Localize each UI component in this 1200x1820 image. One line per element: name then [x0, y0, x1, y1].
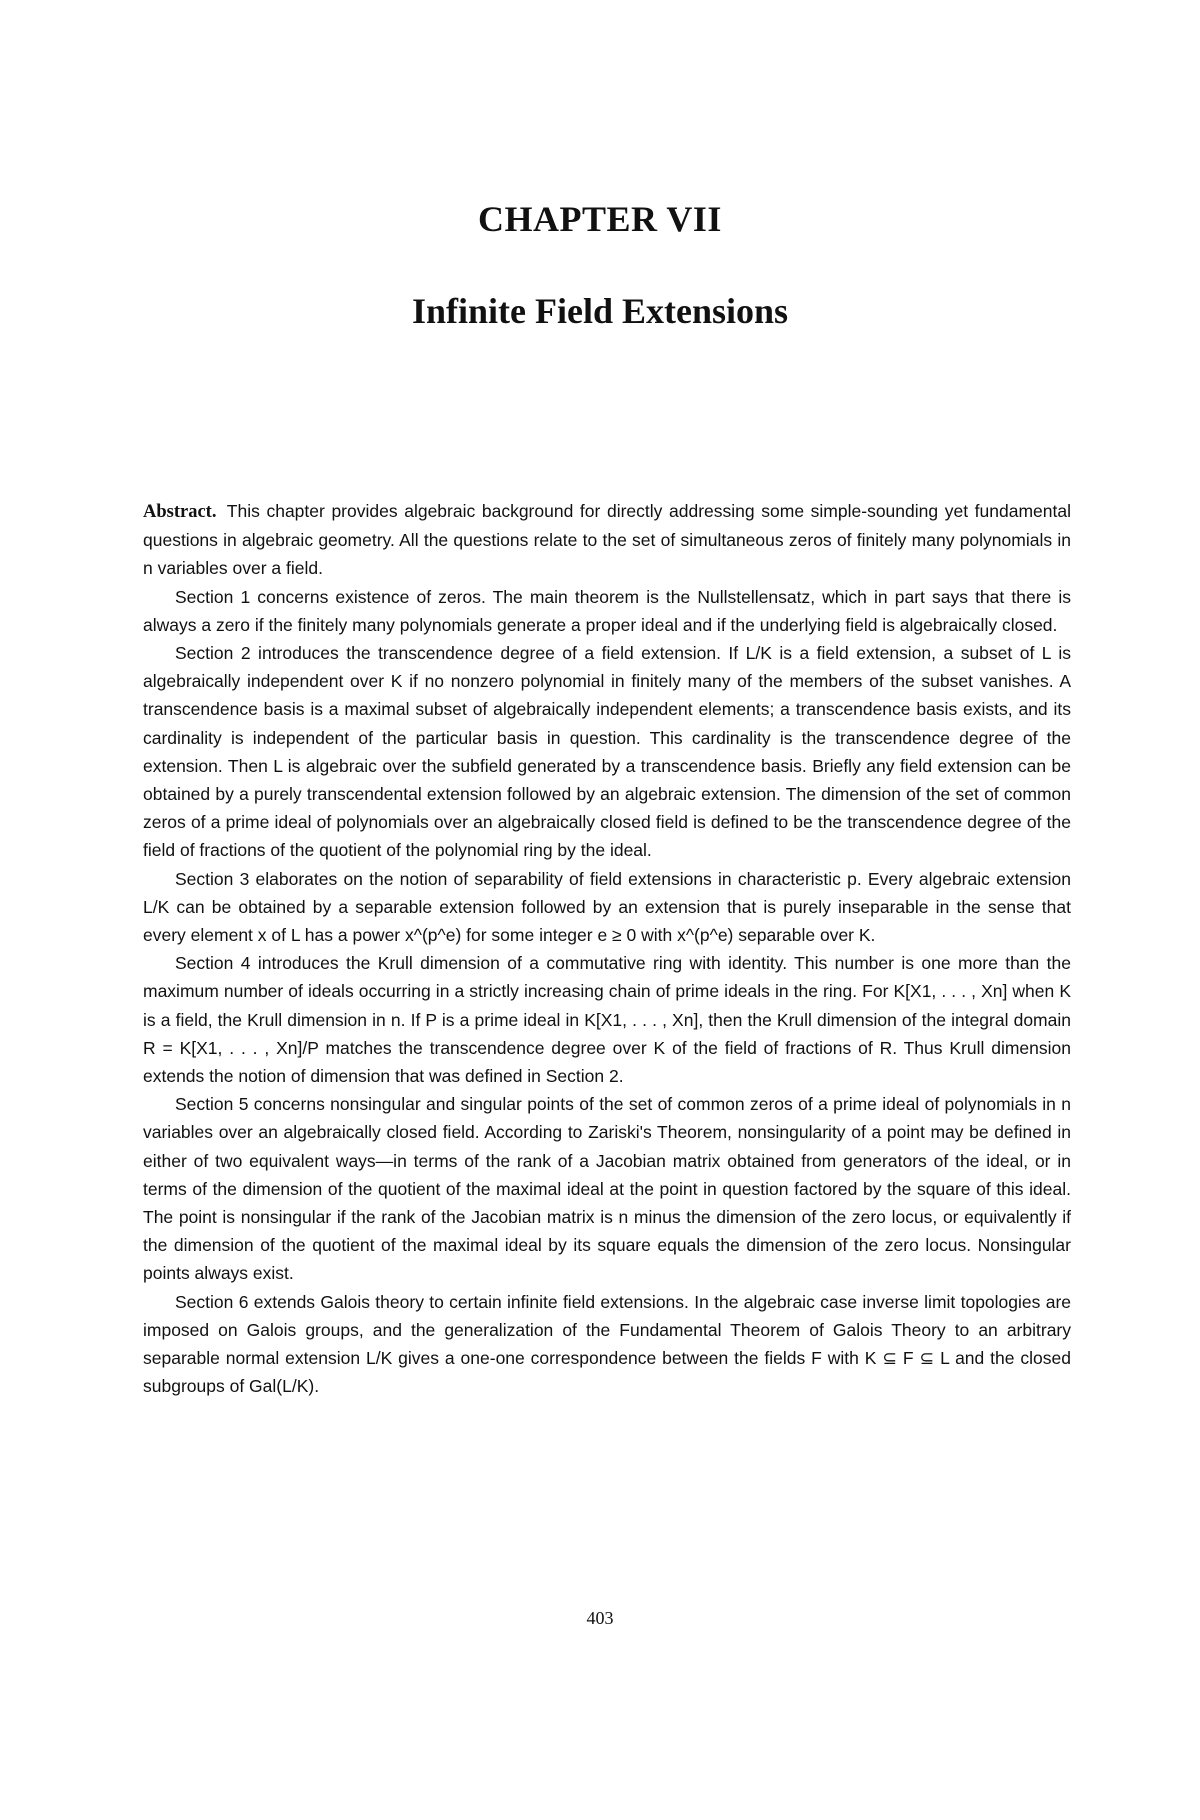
abstract-intro-paragraph — [143, 497, 1071, 583]
abstract-intro-text: This chapter provides algebraic background for directly addressing some simple-sounding yet fundamental questions in algebraic geometry. All the questions relate to the set of simultaneous zeros of finitely many polynomials in n variables over a field. — [143, 501, 1072, 579]
abstract — [143, 497, 1071, 1401]
section-3-summary: Section 3 elaborates on the notion of separability of field extensions in characteristic p. Every algebraic extension L/K can be obtained by a separable extension followed by an extension that is purely inseparable in the sense that every element x of L has a power x^(p^e) for some integer e ≥ 0 with x^(p^e) separable over K. — [143, 868, 1071, 946]
section-1-summary: Section 1 concerns existence of zeros. The main theorem is the Nullstellensatz, which in part says that there is always a zero if the finitely many polynomials generate a proper ideal and if the underlying field is algebraically closed. — [143, 586, 1071, 635]
chapter-number: CHAPTER VII — [478, 199, 722, 239]
section-2-summary: Section 2 introduces the transcendence degree of a field extension. If L/K is a field extension, a subset of L is algebraically independent over K if no nonzero polynomial in finitely many of the members of the subset vanishes. A transcendence basis is a maximal subset of algebraically independent elements; a transcendence basis exists, and its cardinality is independent of the particular basis in question. This cardinality is the transcendence degree of the extension. Then L is algebraic over the subfield generated by a transcendence basis. Briefly any field extension can be obtained by a purely transcendental extension followed by an algebraic extension. The dimension of the set of common zeros of a prime ideal of polynomials over an algebraically closed field is defined to be the transcendence degree of the field of fractions of the quotient of the polynomial ring by the ideal. — [143, 643, 1071, 861]
chapter-title: Infinite Field Extensions — [411, 291, 789, 331]
section-5-summary: Section 5 concerns nonsingular and singular points of the set of common zeros of a prime ideal of polynomials in n variables over an algebraically closed field. According to Zariski's Theorem, nonsingularity of a point may be defined in either of two equivalent ways—in terms of the rank of a Jacobian matrix obtained from generators of the ideal, or in terms of the dimension of the quotient of the maximal ideal at the point in question factored by the square of this ideal. The point is nonsingular if the rank of the Jacobian matrix is n minus the dimension of the zero locus, or equivalently if the dimension of the quotient of the maximal ideal by its square equals the dimension of the zero locus. Nonsingular points always exist. — [143, 1094, 1071, 1284]
section-6-summary: Section 6 extends Galois theory to certain infinite field extensions. In the algebraic case inverse limit topologies are imposed on Galois groups, and the generalization of the Fundamental Theorem of Galois Theory to an arbitrary separable normal extension L/K gives a one-one correspondence between the fields F with K ⊆ F ⊆ L and the closed subgroups of Gal(L/K). — [143, 1291, 1071, 1397]
section-4-summary: Section 4 introduces the Krull dimension of a commutative ring with identity. This number is one more than the maximum number of ideals occurring in a strictly increasing chain of prime ideals in the ring. For K[X1, . . . , Xn] when K is a field, the Krull dimension in n. If P is a prime ideal in K[X1, . . . , Xn], then the Krull dimension of the integral domain R = K[X1, . . . , Xn]/P matches the transcendence degree over K of the field of fractions of R. Thus Krull dimension extends the notion of dimension that was defined in Section 2. — [143, 953, 1071, 1087]
page-number: 403 — [586, 1608, 614, 1628]
abstract-label: Abstract. — [143, 502, 217, 522]
